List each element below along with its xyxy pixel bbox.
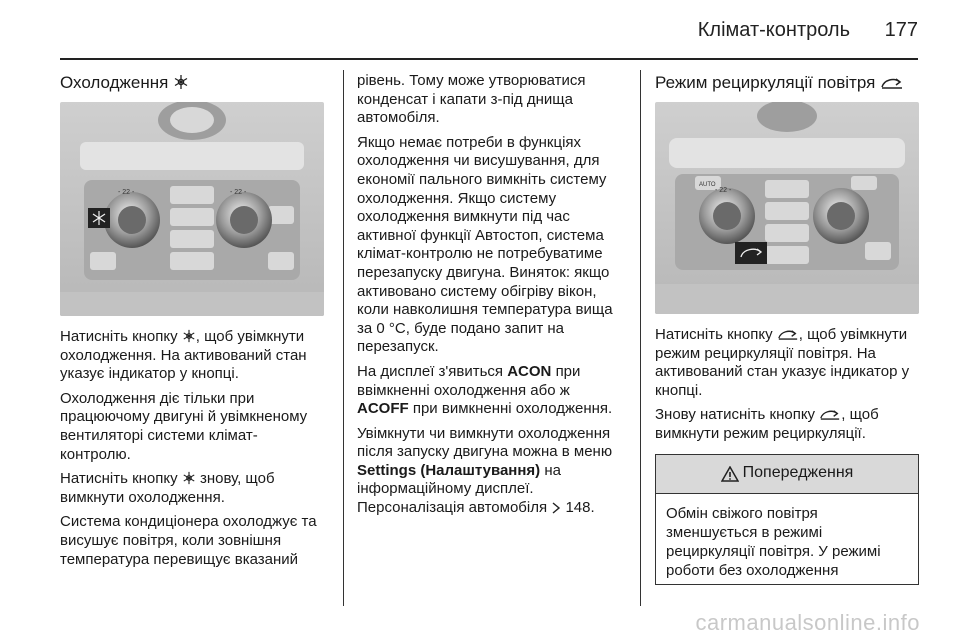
paragraph-3 — [60, 470, 328, 507]
climate-panel-illustration-cooling — [60, 102, 324, 316]
snowflake-icon — [182, 471, 196, 485]
panel-temp-label-right: - 22 - — [230, 189, 247, 196]
panel-auto-label: AUTO — [699, 182, 716, 188]
snowflake-icon — [173, 74, 189, 90]
settings-menu-label: Settings (Налаштування) — [357, 461, 541, 479]
column-divider-1 — [343, 70, 344, 606]
recirculation-icon — [880, 76, 904, 90]
text-run: , щоб увімкнути режим рециркуляції повітря. На активований стан указує індикатор у кнопці. — [655, 326, 910, 399]
paragraph-8 — [357, 425, 625, 518]
column-2 — [357, 72, 625, 524]
section-title-recirculation — [655, 72, 921, 93]
chapter-title: Клімат-контроль — [697, 19, 850, 41]
text-run: знову, щоб вимкнути охолодження. — [60, 470, 275, 506]
section-title-cooling — [60, 72, 328, 93]
recirculation-icon — [777, 328, 799, 341]
acoff-label: ACOFF — [357, 400, 409, 418]
text-run: , щоб увімкнути охолодження. На активований стан указує індикатор у кнопці. — [60, 328, 307, 383]
warning-title: Попередження — [742, 464, 854, 482]
text-run: Натисніть кнопку — [60, 328, 178, 345]
paragraph-7 — [357, 363, 625, 419]
acon-label: ACON — [507, 362, 552, 380]
paragraph-2: Охолодження діє тільки при працюючому двигуні й увімкненому вентиляторі системи клімат-контролю. — [60, 389, 308, 463]
warning-triangle-icon — [721, 466, 739, 482]
watermark: carmanualsonline.info — [695, 610, 920, 635]
column-divider-2 — [640, 70, 641, 606]
text-run: при ввімкненні охолодження або ж — [357, 362, 581, 399]
page-reference-link[interactable]: 148. — [565, 499, 595, 517]
column-1 — [60, 72, 328, 575]
text-run: при вимкненні охолодження. — [412, 400, 613, 418]
page-ref-arrow-icon — [551, 502, 561, 514]
page-number: 177 — [884, 19, 918, 41]
page-header — [0, 0, 960, 60]
paragraph-9 — [655, 326, 921, 400]
snowflake-icon — [182, 329, 196, 343]
section-title-text: Охолодження — [60, 73, 169, 92]
text-run: Увімкнути чи вимкнути охолодження після запуску двигуна можна в меню — [357, 424, 613, 461]
panel-temp-label: - 22 - — [715, 187, 732, 194]
column-3 — [655, 72, 921, 585]
text-run: , щоб вимкнути режим рециркуляції. — [655, 406, 879, 442]
paragraph-6: Якщо немає потреби в функціях охолодження чи висушування, для економії пального вимкніть систему охолодження. Якщо систему охолодження вимкнути під час активної функції Автостоп, система клімат-контролю не потребуватиме перезапуску двигуна. Виняток: якщо активовано систему обігріву вікон, коли навколишня температура вища за 0 °С, буде подано запит на перезапуск. — [357, 133, 613, 356]
text-run: Натисніть кнопку — [655, 326, 773, 343]
warning-box — [655, 454, 919, 585]
header-rule — [60, 58, 918, 60]
paragraph-4: Система кондиціонера охолоджує та висушує повітря, коли зовнішня температура перевищує вказаний — [60, 513, 317, 568]
paragraph-5: рівень. Тому може утворюватися конденсат і капати з-під днища автомобіля. — [357, 72, 586, 127]
paragraph-1 — [60, 328, 328, 384]
climate-panel-illustration-recirculation — [655, 102, 919, 314]
warning-text: Обмін свіжого повітря зменшується в режимі рециркуляції повітря. У режимі роботи без охолодження — [666, 504, 881, 579]
text-run: На дисплеї з'явиться — [357, 362, 504, 380]
text-run: Натисніть кнопку — [60, 470, 178, 488]
warning-header — [656, 455, 918, 494]
text-run: Персоналізація автомобіля — [357, 499, 548, 517]
recirculation-icon — [819, 408, 841, 421]
panel-temp-label-left: - 22 - — [118, 189, 135, 196]
text-run: Знову натисніть кнопку — [655, 406, 816, 424]
paragraph-10 — [655, 406, 921, 443]
text-run: на інформаційному дисплеї. — [357, 461, 561, 498]
section-title-text: Режим рециркуляції повітря — [655, 73, 876, 92]
